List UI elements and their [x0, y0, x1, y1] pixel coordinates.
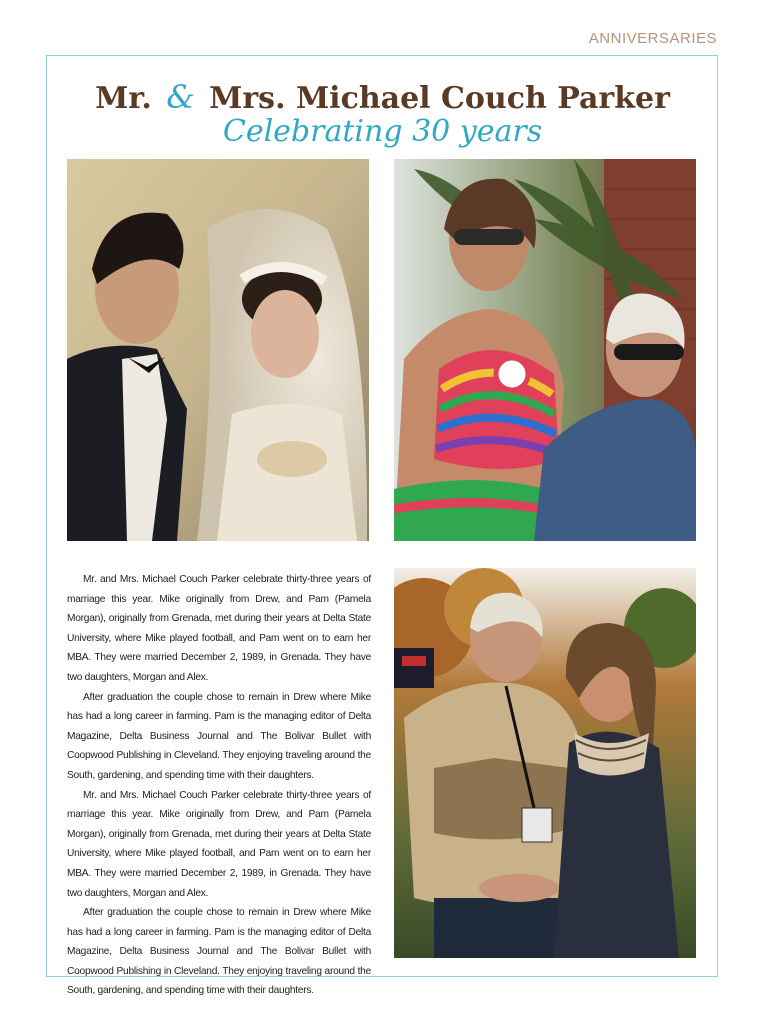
- wedding-photo: [67, 159, 369, 541]
- page-subtitle: Celebrating 30 years: [222, 114, 543, 149]
- couple-outdoor-photo: [394, 568, 696, 958]
- couple-outdoor-photo-icon: [394, 568, 696, 958]
- couple-photo: [394, 159, 696, 541]
- wedding-photo-icon: [67, 159, 369, 541]
- page-title: [0, 78, 765, 116]
- couple-photo-icon: [394, 159, 696, 541]
- section-label: ANNIVERSARIES: [588, 30, 717, 47]
- article-paragraph: Mr. and Mrs. Michael Couch Parker celebrate thirty-three years of marriage this year. Mike originally from Drew, and Pam (Pamela Morgan), originally from Grenada, met during their years at Delta State University, where Mike played football, and Pam went on to earn her MBA. They were married December 2, 1989, in Grenada. They have two daughters, Morgan and Alex.: [67, 789, 371, 899]
- article-paragraph: Mr. and Mrs. Michael Couch Parker celebrate thirty-three years of marriage this year. Mike originally from Drew, and Pam (Pamela Morgan), originally from Grenada, met during their years at Delta State University, where Mike played football, and Pam went on to earn her MBA. They were married December 2, 1989, in Grenada. They have two daughters, Morgan and Alex.: [67, 574, 371, 683]
- title-part2: Mrs. Michael Couch Parker: [209, 81, 670, 116]
- title-ampersand: &: [166, 78, 195, 116]
- title-part1: Mr.: [95, 81, 152, 116]
- article-body: [67, 570, 371, 1001]
- article-paragraph: After graduation the couple chose to remain in Drew where Mike has had a long career in farming. Pam is the managing editor of Delta Magazine, Delta Business Journal and The Bolivar Bullet with Coopwood Publishing in Cleveland. They enjoying traveling around the South, gardening, and spending time with their daughters.: [67, 691, 371, 781]
- article-paragraph: After graduation the couple chose to remain in Drew where Mike has had a long career in farming. Pam is the managing editor of Delta Magazine, Delta Business Journal and The Bolivar Bullet with Coopwood Publishing in Cleveland. They enjoying traveling around the South, gardening, and spending time with their daughters.: [67, 907, 371, 997]
